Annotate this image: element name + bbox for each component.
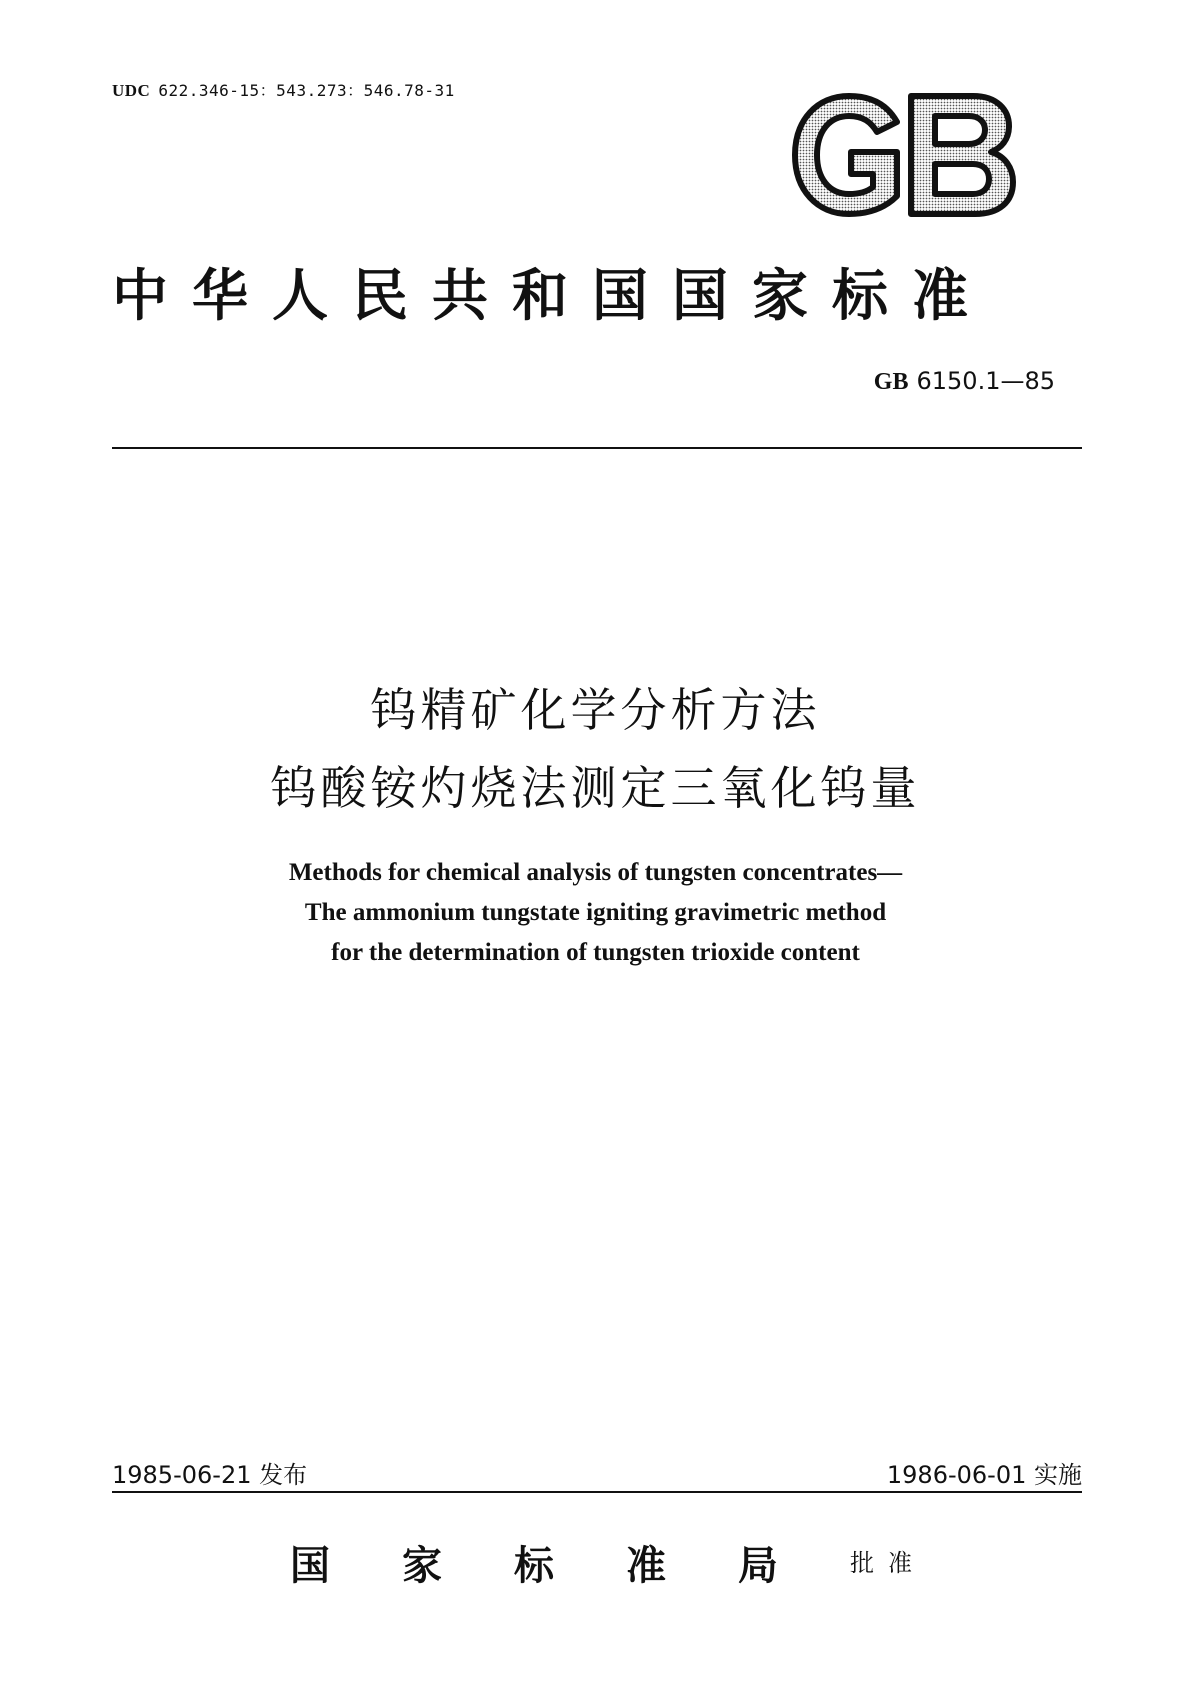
effective-date: 1986-06-01 实施 xyxy=(886,1461,1082,1489)
chinese-title-line-1: 钨精矿化学分析方法 xyxy=(370,683,821,737)
udc-code: 622.346-15：543.273：546.78-31 xyxy=(158,81,455,100)
national-standard-title: 中华人民共和国国家标准 xyxy=(112,263,992,329)
english-title-line-1: Methods for chemical analysis of tungsten concentrates— xyxy=(288,859,903,886)
udc-classification xyxy=(112,78,455,101)
chinese-title-line-2: 钨酸铵灼烧法测定三氧化钨量 xyxy=(270,761,921,815)
gb-logo xyxy=(787,92,1017,218)
approval-label: 批准 xyxy=(850,1549,926,1577)
issue-date: 1985-06-21 发布 xyxy=(112,1461,308,1489)
top-divider xyxy=(112,447,1082,449)
english-title-line-2: The ammonium tungstate igniting gravimetric method xyxy=(304,899,887,926)
standard-number xyxy=(874,367,1055,396)
standard-number-code: 6150.1—85 xyxy=(916,367,1055,395)
authority-name: 国家标准局 xyxy=(290,1542,850,1589)
approval-authority xyxy=(290,1534,926,1591)
bottom-divider xyxy=(112,1491,1082,1493)
english-title-line-3: for the determination of tungsten trioxide content xyxy=(331,939,860,966)
standard-number-prefix: GB xyxy=(873,369,909,395)
udc-label: UDC xyxy=(112,81,151,100)
